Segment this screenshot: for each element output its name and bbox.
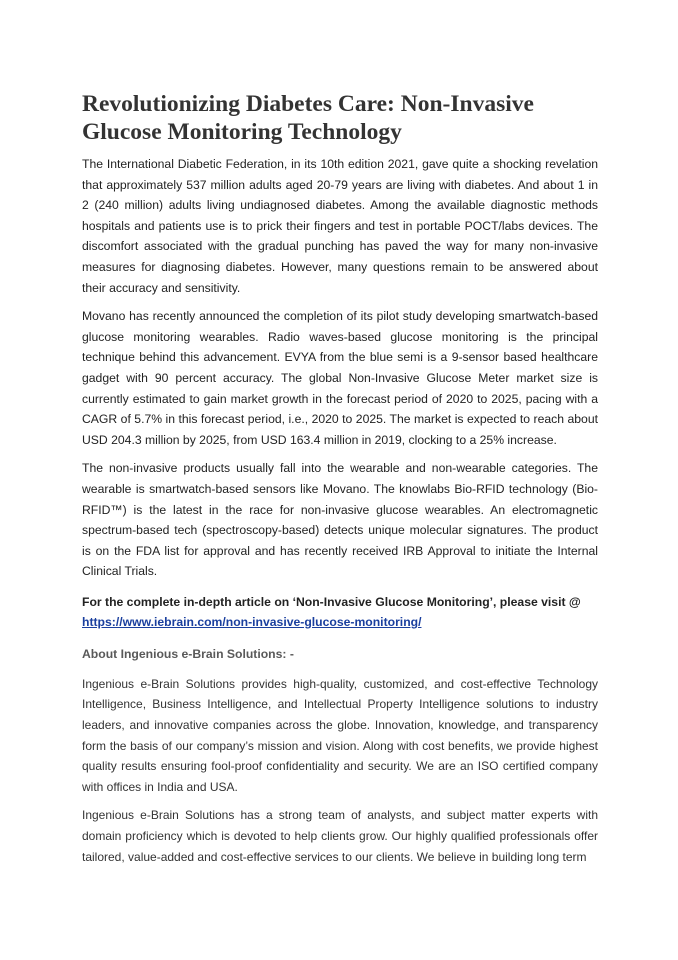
page-title: Revolutionizing Diabetes Care: Non-Invasive Glucose Monitoring Technology bbox=[82, 91, 534, 145]
team-paragraph: Ingenious e-Brain Solutions has a strong team of analysts, and subject matter experts with domain proficiency which is devoted to help clients grow. Our highly qualified professionals offer tailored, value-added and cost-effective services to our clients. We believe in building long term bbox=[82, 808, 598, 864]
article-callout-text: For the complete in-depth article on ‘Non-Invasive Glucose Monitoring’, please visit @ bbox=[82, 594, 581, 609]
document-page bbox=[82, 90, 598, 875]
movano-paragraph: Movano has recently announced the completion of its pilot study developing smartwatch-based glucose monitoring wearables. Radio waves-based glucose monitoring is the principal technique behind this advancement. EVYA from the blue semi is a 9-sensor based healthcare gadget with 90 percent accuracy. The global Non-Invasive Glucose Meter market size is currently estimated to gain market growth in the forecast period of 2020 to 2025, pacing with a CAGR of 5.7% in this forecast period, i.e., 2020 to 2025. The market is expected to reach about USD 204.3 million by 2025, from USD 163.4 million in 2019, clocking to a 25% increase. bbox=[82, 309, 598, 447]
about-heading: About Ingenious e-Brain Solutions: - bbox=[82, 646, 294, 661]
intro-paragraph: The International Diabetic Federation, in its 10th edition 2021, gave quite a shocking revelation that approximately 537 million adults aged 20-79 years are living with diabetes. And about 1 in 2 (240 million) adults living undiagnosed diabetes. Among the available diagnostic methods hospitals and patients use is to prick their fingers and test in portable POCT/labs devices. The discomfort associated with the gradual punching has paved the way for many non-invasive measures for diagnosing diabetes. However, many questions remain to be answered about their accuracy and sensitivity. bbox=[82, 157, 598, 295]
article-link[interactable]: https://www.iebrain.com/non-invasive-glucose-monitoring/ bbox=[82, 614, 422, 629]
about-paragraph: Ingenious e-Brain Solutions provides high-quality, customized, and cost-effective Technology Intelligence, Business Intelligence, and Intellectual Property Intelligence solutions to industry leaders, and innovative companies across the globe. Innovation, knowledge, and transparency form the basis of our company’s mission and vision. Along with cost benefits, we provide highest quality results ensuring fool-proof confidentiality and security. We are an ISO certified company with offices in India and USA. bbox=[82, 676, 598, 794]
wearables-paragraph: The non-invasive products usually fall into the wearable and non-wearable categories. The wearable is smartwatch-based sensors like Movano. The knowlabs Bio-RFID technology (Bio-RFID™) is the latest in the race for non-invasive glucose wearables. An electromagnetic spectrum-based tech (spectroscopy-based) detects unique molecular signatures. The product is on the FDA list for approval and has recently received IRB Approval to initiate the Internal Clinical Trials. bbox=[82, 461, 598, 579]
article-callout bbox=[82, 592, 598, 632]
